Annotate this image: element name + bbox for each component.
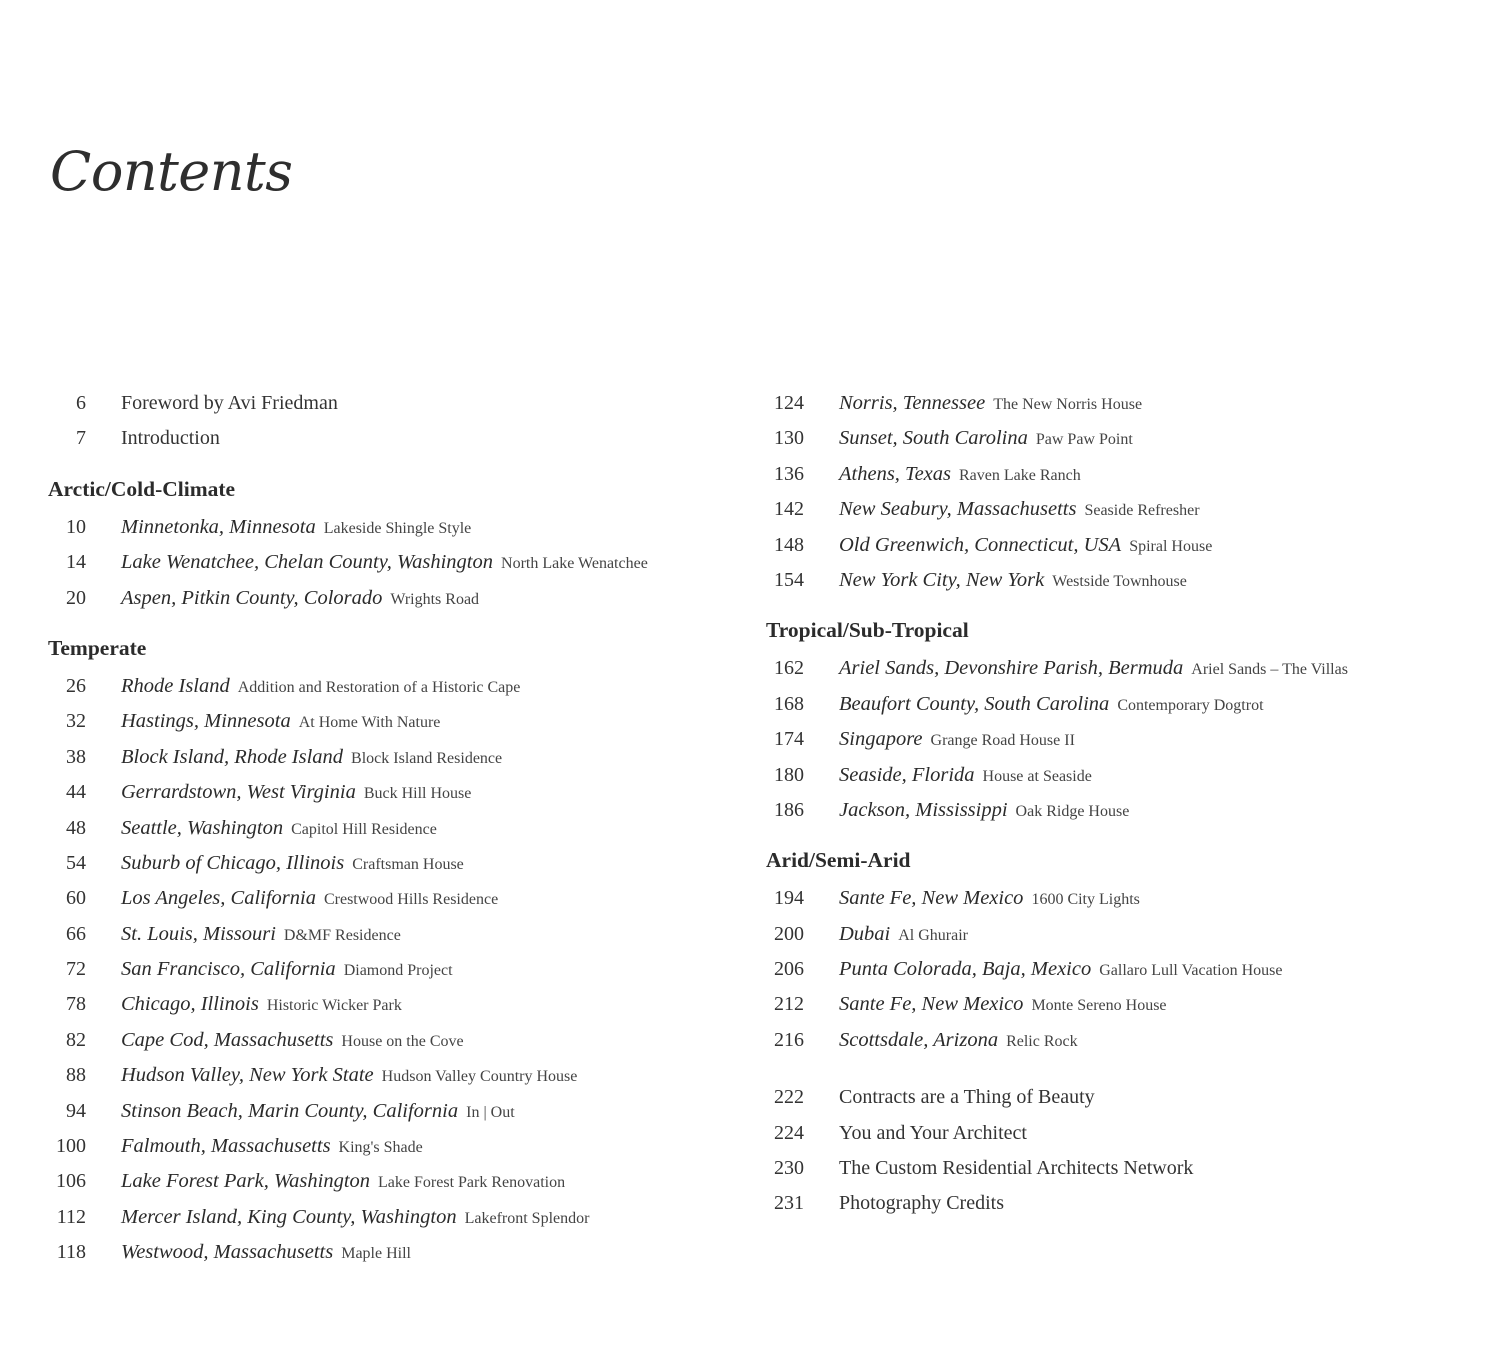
- entry-location: Seaside, Florida: [839, 763, 975, 786]
- entry-location: Athens, Texas: [839, 462, 951, 485]
- toc-entry: [718, 1186, 1478, 1221]
- entry-title: Contracts are a Thing of Beauty: [839, 1086, 1095, 1109]
- page-number: 180: [774, 763, 804, 786]
- page-number: 174: [774, 728, 804, 751]
- entry-location: Block Island, Rhode Island: [121, 745, 344, 768]
- toc-entry: [0, 704, 740, 739]
- contents-left-column: [0, 386, 740, 1271]
- entry-project: House on the Cove: [341, 1032, 464, 1050]
- toc-entry: [0, 510, 740, 545]
- page-number: 44: [66, 781, 86, 804]
- toc-entry: [0, 881, 740, 916]
- toc-entry: [718, 492, 1478, 527]
- toc-entry: [718, 386, 1478, 421]
- page-number: 38: [66, 745, 86, 768]
- page-number: 100: [56, 1135, 86, 1158]
- toc-entry: [0, 740, 740, 775]
- page-number: 7: [76, 427, 86, 450]
- entry-location: Cape Cod, Massachusetts: [121, 1028, 334, 1051]
- page-number: 222: [774, 1086, 804, 1109]
- toc-entry: [0, 545, 740, 580]
- entry-project: Diamond Project: [343, 962, 453, 980]
- entry-location: St. Louis, Missouri: [121, 922, 276, 945]
- entry-location: San Francisco, California: [121, 958, 336, 981]
- entry-project: Westside Townhouse: [1052, 572, 1187, 590]
- page-number: 66: [66, 922, 86, 945]
- toc-entry: [0, 917, 740, 952]
- page-number: 216: [774, 1028, 804, 1051]
- entry-location: Norris, Tennessee: [839, 392, 986, 414]
- entry-project: Buck Hill House: [363, 785, 472, 803]
- entry-project: Paw Paw Point: [1035, 431, 1133, 449]
- page-number: 14: [66, 551, 86, 574]
- page-number: 212: [774, 993, 804, 1016]
- entry-project: D&MF Residence: [283, 926, 401, 944]
- toc-entry: [0, 1129, 740, 1164]
- entry-location: Dubai: [839, 922, 891, 945]
- toc-entry: [718, 1080, 1478, 1115]
- page-number: 88: [66, 1064, 86, 1087]
- toc-entry: [0, 846, 740, 881]
- toc-entry: [718, 1116, 1478, 1151]
- entry-project: In | Out: [466, 1103, 515, 1121]
- toc-entry: [0, 1058, 740, 1093]
- toc-entry: [0, 1164, 740, 1199]
- page-number: 60: [66, 887, 86, 910]
- toc-entry: [0, 1200, 740, 1235]
- toc-entry: [718, 917, 1478, 952]
- toc-entry: [718, 722, 1478, 757]
- page-number: 6: [76, 392, 86, 414]
- entry-location: Suburb of Chicago, Illinois: [121, 851, 345, 874]
- entry-project: Capitol Hill Residence: [291, 820, 437, 838]
- entry-location: Sunset, South Carolina: [839, 427, 1028, 450]
- entry-location: Jackson, Mississippi: [839, 798, 1008, 821]
- page-number: 224: [774, 1121, 804, 1144]
- entry-project: Al Ghurair: [898, 926, 969, 944]
- toc-entry: [718, 987, 1478, 1022]
- entry-location: Los Angeles, California: [121, 887, 316, 910]
- entry-location: Scottsdale, Arizona: [839, 1028, 999, 1051]
- entry-location: Old Greenwich, Connecticut, USA: [839, 533, 1122, 556]
- section-heading: Arid/Semi-Arid: [766, 848, 911, 873]
- entry-project: North Lake Wenatchee: [501, 555, 648, 573]
- toc-entry: [0, 952, 740, 987]
- page-number: 130: [774, 427, 804, 450]
- entry-project: The New Norris House: [993, 396, 1143, 413]
- page-number: 230: [774, 1157, 804, 1180]
- page-number: 48: [66, 816, 86, 839]
- entry-title: The Custom Residential Architects Network: [839, 1157, 1194, 1180]
- toc-entry: [718, 881, 1478, 916]
- toc-entry: [718, 457, 1478, 492]
- page-number: 136: [774, 462, 804, 485]
- page-number: 72: [66, 958, 86, 981]
- page-title: Contents: [50, 140, 293, 203]
- page-number: 26: [66, 674, 86, 697]
- entry-location: Aspen, Pitkin County, Colorado: [121, 586, 383, 609]
- entry-project: Block Island Residence: [351, 749, 503, 767]
- toc-entry: [718, 421, 1478, 456]
- entry-location: Westwood, Massachusetts: [121, 1241, 334, 1264]
- toc-entry: [718, 687, 1478, 722]
- entry-project: Lakeside Shingle Style: [323, 519, 472, 537]
- page-number: 20: [66, 586, 86, 609]
- entry-location: Minnetonka, Minnesota: [121, 515, 316, 538]
- entry-location: Falmouth, Massachusetts: [121, 1135, 331, 1158]
- entry-project: King's Shade: [338, 1139, 423, 1157]
- entry-location: Gerrardstown, West Virginia: [121, 781, 356, 804]
- toc-entry: [718, 793, 1478, 828]
- entry-project: Historic Wicker Park: [266, 997, 402, 1015]
- page-number: 142: [774, 498, 804, 521]
- entry-location: Lake Forest Park, Washington: [121, 1170, 371, 1193]
- section-heading: Tropical/Sub-Tropical: [766, 618, 969, 643]
- toc-entry: [718, 1023, 1478, 1058]
- entry-location: Singapore: [839, 728, 923, 751]
- entry-location: New Seabury, Massachusetts: [839, 498, 1077, 521]
- entry-location: Hastings, Minnesota: [121, 710, 291, 733]
- page-number: 94: [66, 1099, 86, 1122]
- page-number: 32: [66, 710, 86, 733]
- entry-location: Chicago, Illinois: [121, 993, 259, 1016]
- entry-project: Hudson Valley Country House: [381, 1068, 578, 1086]
- entry-project: Wrights Road: [390, 590, 480, 608]
- toc-entry: [0, 421, 740, 456]
- page-number: 118: [56, 1241, 86, 1264]
- page-number: 154: [774, 568, 804, 591]
- entry-project: Relic Rock: [1006, 1032, 1078, 1050]
- toc-entry: [0, 811, 740, 846]
- toc-entry: [0, 669, 740, 704]
- entry-title: Introduction: [121, 427, 220, 450]
- toc-entry: [0, 775, 740, 810]
- toc-entry: [718, 1151, 1478, 1186]
- entry-project: Seaside Refresher: [1084, 502, 1200, 520]
- toc-entry: [0, 1235, 740, 1270]
- entry-project: Contemporary Dogtrot: [1117, 696, 1264, 714]
- entry-location: Hudson Valley, New York State: [121, 1064, 374, 1087]
- page-number: 231: [774, 1192, 804, 1215]
- contents-right-column: [718, 386, 1478, 1222]
- entry-project: 1600 City Lights: [1031, 891, 1140, 909]
- entry-project: Maple Hill: [341, 1245, 411, 1263]
- toc-entry: [0, 1023, 740, 1058]
- page-number: 82: [66, 1028, 86, 1051]
- entry-location: New York City, New York: [839, 568, 1045, 591]
- toc-entry: [0, 1094, 740, 1129]
- entry-project: Lake Forest Park Renovation: [378, 1174, 566, 1192]
- entry-title: You and Your Architect: [839, 1121, 1027, 1144]
- toc-entry: [718, 528, 1478, 563]
- toc-entry: [0, 581, 740, 616]
- toc-entry: [0, 987, 740, 1022]
- section-heading: Temperate: [48, 635, 147, 660]
- page-number: 148: [774, 533, 804, 556]
- page-number: 168: [774, 692, 804, 715]
- spacer: [718, 1058, 1478, 1080]
- toc-entry: [718, 952, 1478, 987]
- section-heading: Arctic/Cold-Climate: [48, 476, 236, 501]
- page-number: 124: [774, 392, 804, 414]
- page-number: 112: [56, 1205, 86, 1228]
- entry-location: Rhode Island: [121, 674, 230, 697]
- section-arid: [718, 844, 1478, 881]
- entry-project: Crestwood Hills Residence: [323, 891, 499, 909]
- entry-project: At Home With Nature: [298, 714, 441, 732]
- page-number: 200: [774, 922, 804, 945]
- entry-project: Lakefront Splendor: [464, 1209, 590, 1227]
- entry-title: Photography Credits: [839, 1192, 1004, 1215]
- toc-entry: [718, 758, 1478, 793]
- entry-location: Ariel Sands, Devonshire Parish, Bermuda: [839, 657, 1184, 680]
- entry-location: Seattle, Washington: [121, 816, 284, 839]
- toc-entry: [0, 386, 740, 421]
- toc-entry: [718, 563, 1478, 598]
- entry-location: Stinson Beach, Marin County, California: [121, 1099, 459, 1122]
- page-number: 78: [66, 993, 86, 1016]
- entry-location: Sante Fe, New Mexico: [839, 887, 1024, 910]
- page-number: 186: [774, 798, 804, 821]
- toc-entry: [718, 651, 1478, 686]
- entry-project: House at Seaside: [982, 767, 1092, 785]
- entry-location: Punta Colorada, Baja, Mexico: [839, 958, 1092, 981]
- page-number: 206: [774, 958, 804, 981]
- entry-project: Craftsman House: [352, 855, 464, 873]
- entry-project: Grange Road House II: [930, 732, 1075, 750]
- entry-project: Raven Lake Ranch: [959, 466, 1081, 484]
- page-number: 106: [56, 1170, 86, 1193]
- entry-location: Sante Fe, New Mexico: [839, 993, 1024, 1016]
- entry-location: Lake Wenatchee, Chelan County, Washington: [121, 551, 494, 574]
- entry-project: Gallaro Lull Vacation House: [1099, 962, 1283, 980]
- entry-project: Spiral House: [1129, 537, 1213, 555]
- page-number: 54: [66, 851, 86, 874]
- entry-title: Foreword by Avi Friedman: [121, 392, 338, 414]
- page-number: 194: [774, 887, 804, 910]
- entry-location: Mercer Island, King County, Washington: [121, 1205, 457, 1228]
- section-tropical: [718, 614, 1478, 651]
- entry-location: Beaufort County, South Carolina: [839, 692, 1110, 715]
- entry-project: Ariel Sands – The Villas: [1191, 661, 1348, 679]
- page-number: 10: [66, 515, 86, 538]
- section-temperate: [0, 632, 740, 669]
- entry-project: Oak Ridge House: [1015, 802, 1130, 820]
- entry-project: Addition and Restoration of a Historic Cape: [237, 678, 521, 696]
- section-arctic: [0, 473, 740, 510]
- page-number: 162: [774, 657, 804, 680]
- entry-project: Monte Sereno House: [1031, 997, 1167, 1015]
